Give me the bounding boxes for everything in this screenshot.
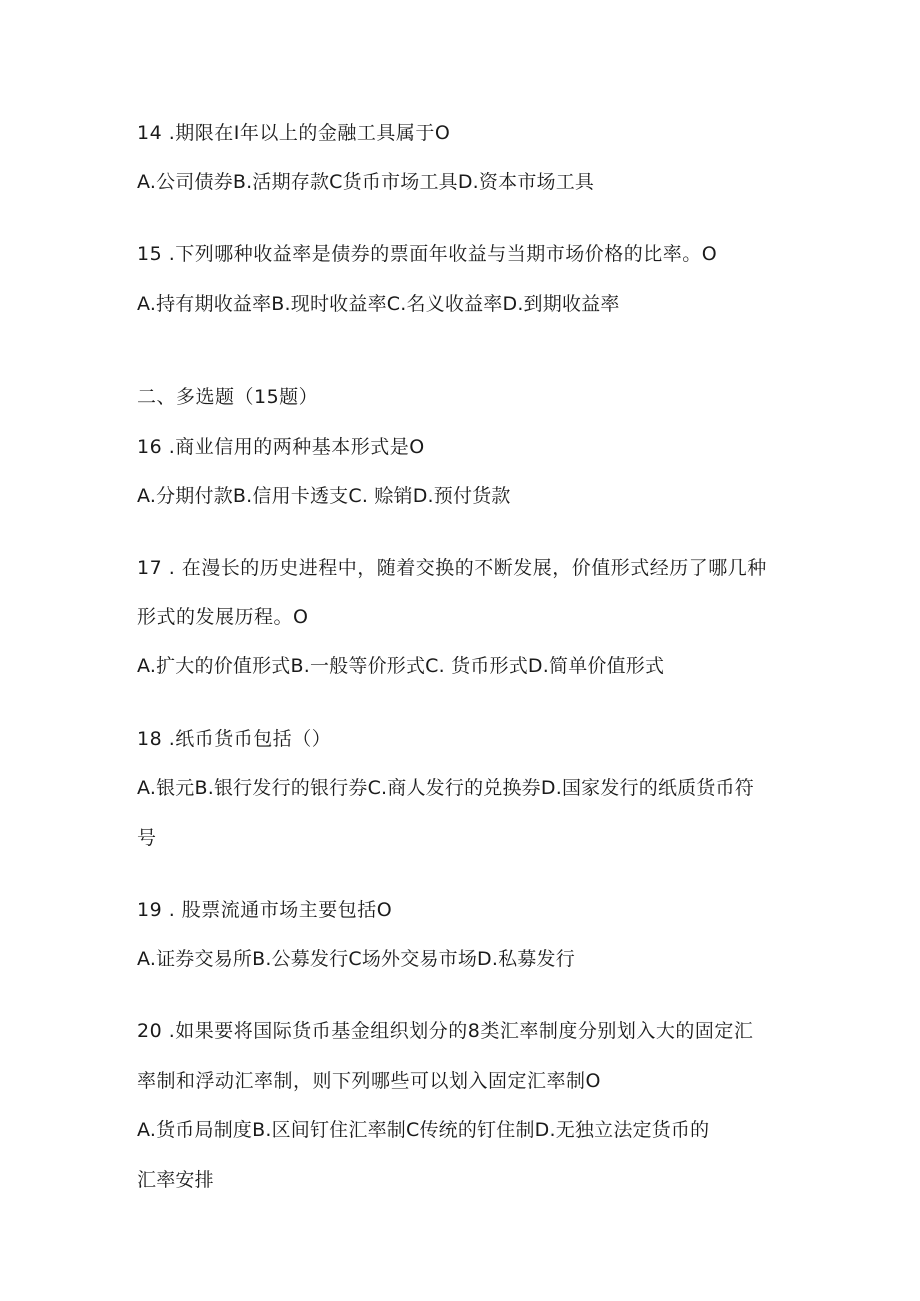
question-18-stem: 18 .纸币货币包括（） <box>137 728 332 750</box>
question-18-options-line-1: A.银元B.银行发行的银行券C.商人发行的兑换券D.国家发行的纸质货币符 <box>137 777 754 799</box>
question-19-stem: 19 . 股票流通市场主要包括O <box>137 899 393 921</box>
question-19-options: A.证券交易所B.公募发行C场外交易市场D.私募发行 <box>137 948 575 970</box>
question-18-options-line-2: 号 <box>137 827 157 849</box>
question-20-stem-line-1: 20 .如果要将国际货币基金组织划分的8类汇率制度分别划入大的固定汇 <box>137 1020 754 1042</box>
question-20-options-line-1: A.货币局制度B.区间钉住汇率制C传统的钉住制D.无独立法定货币的 <box>137 1119 710 1141</box>
question-14-stem: 14 .期限在I年以上的金融工具属于O <box>137 122 451 144</box>
question-16-options: A.分期付款B.信用卡透支C. 赊销D.预付货款 <box>137 485 511 507</box>
section-heading: 二、多选题（15题） <box>137 386 319 408</box>
question-20-options-line-2: 汇率安排 <box>137 1169 214 1191</box>
question-17-stem-line-2: 形式的发展历程。O <box>137 606 309 628</box>
question-16-stem: 16 .商业信用的两种基本形式是O <box>137 436 425 458</box>
question-17-stem-line-1: 17 . 在漫长的历史进程中，随着交换的不断发展，价值形式经历了哪几种 <box>137 557 767 579</box>
question-15-stem: 15 .下列哪种收益率是债券的票面年收益与当期市场价格的比率。O <box>137 243 718 265</box>
question-15-options: A.持有期收益率B.现时收益率C.名义收益率D.到期收益率 <box>137 293 620 315</box>
question-14-options: A.公司债券B.活期存款C货币市场工具D.资本市场工具 <box>137 171 595 193</box>
question-17-options: A.扩大的价值形式B.一般等价形式C. 货币形式D.简单价值形式 <box>137 655 665 677</box>
question-20-stem-line-2: 率制和浮动汇率制，则下列哪些可以划入固定汇率制O <box>137 1070 601 1092</box>
